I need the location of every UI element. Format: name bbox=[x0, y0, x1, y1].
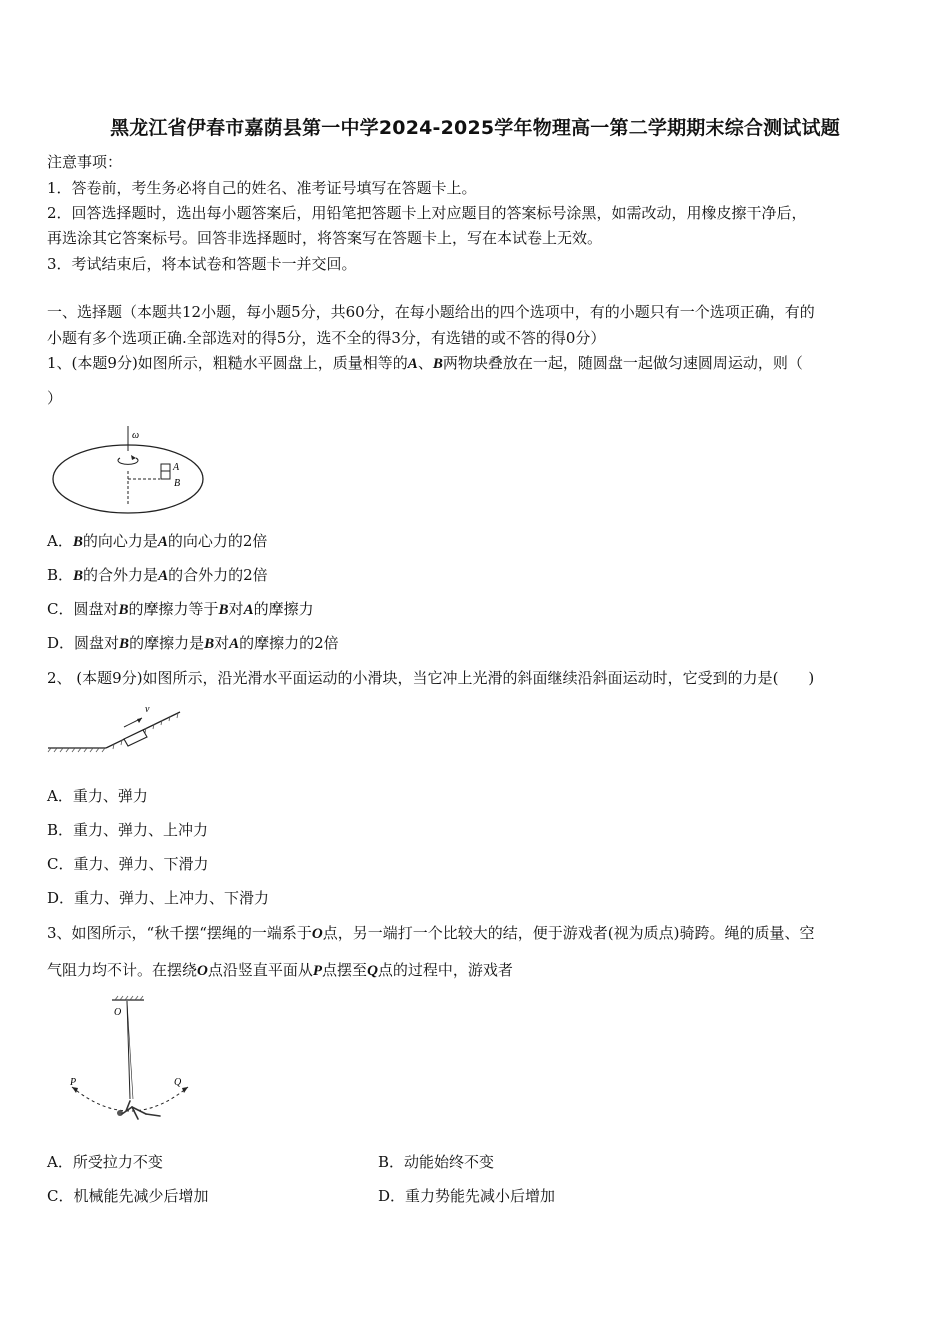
rotation-arrowhead-icon bbox=[131, 455, 136, 460]
ground-hatching bbox=[48, 713, 178, 752]
q1-stem: 1、(本题9分)如图所示，粗糙水平圆盘上，质量相等的A、B两物块叠放在一起，随圆盘一起做匀速圆周运动，则（ bbox=[47, 354, 803, 372]
q3-option-a[interactable]: A．所受拉力不变 bbox=[47, 1153, 163, 1171]
q1-option-d[interactable]: D．圆盘对B的摩擦力是B对A的摩擦力的2倍 bbox=[47, 634, 339, 652]
notice-heading: 注意事项： bbox=[47, 153, 123, 171]
q3-option-c[interactable]: C．机械能先减少后增加 bbox=[47, 1187, 209, 1205]
q3-swing-figure bbox=[60, 995, 210, 1133]
q3-option-b[interactable]: B．动能始终不变 bbox=[378, 1153, 495, 1171]
omega-label: ω bbox=[132, 430, 140, 441]
q2-option-b[interactable]: B．重力、弹力、上冲力 bbox=[47, 821, 209, 839]
pivot-label-o: O bbox=[114, 1007, 122, 1018]
point-label-q: Q bbox=[174, 1077, 182, 1088]
label-b: B bbox=[174, 478, 181, 489]
q2-option-c[interactable]: C．重力、弹力、下滑力 bbox=[47, 855, 209, 873]
q2-stem: 2、 (本题9分)如图所示，沿光滑水平面运动的小滑块，当它冲上光滑的斜面继续沿斜面运动时，它受到的力是( ) bbox=[47, 669, 815, 687]
q2-option-d[interactable]: D．重力、弹力、上冲力、下滑力 bbox=[47, 889, 270, 907]
q1-option-a[interactable]: A．B的向心力是A的向心力的2倍 bbox=[47, 532, 268, 550]
page-title: 黑龙江省伊春市嘉荫县第一中学2024-2025学年物理高一第二学期期末综合测试试题 bbox=[110, 117, 840, 139]
section-heading-line1: 一、选择题（本题共12小题，每小题5分，共60分，在每小题给出的四个选项中，有的小题只有一个选项正确，有的 bbox=[47, 303, 815, 321]
q3-option-d[interactable]: D．重力势能先减小后增加 bbox=[378, 1187, 556, 1205]
notice-item-1: 1．答卷前，考生务必将自己的姓名、准考证号填写在答题卡上。 bbox=[47, 179, 477, 197]
velocity-arrowhead-icon bbox=[137, 718, 142, 723]
q1-option-b[interactable]: B．B的合外力是A的合外力的2倍 bbox=[47, 566, 268, 584]
rider-figure-icon bbox=[117, 1101, 160, 1119]
q3-stem-line2: 气阻力均不计。在摆绕O点沿竖直平面从P点摆至Q点的过程中，游戏者 bbox=[47, 961, 513, 979]
block-a bbox=[161, 464, 170, 471]
q1-stem-close: ） bbox=[47, 389, 63, 407]
notice-item-2: 2．回答选择题时，选出每小题答案后，用铅笔把答题卡上对应题目的答案标号涂黑，如需改动，用橡皮擦干净后， bbox=[47, 204, 807, 222]
rotation-arrow-icon bbox=[118, 458, 138, 464]
section-heading-line2: 小题有多个选项正确.全部选对的得5分，选不全的得3分，有选错的或不答的得0分） bbox=[47, 329, 606, 347]
q2-incline-figure bbox=[46, 698, 186, 756]
notice-item-3: 3．考试结束后，将本试卷和答题卡一并交回。 bbox=[47, 255, 357, 273]
label-a: A bbox=[173, 462, 180, 473]
notice-item-2-cont: 再选涂其它答案标号。回答非选择题时，将答案写在答题卡上，写在本试卷上无效。 bbox=[47, 229, 603, 247]
arc-arrow-right-icon bbox=[182, 1087, 188, 1093]
swing-rope bbox=[127, 1001, 130, 1099]
q2-option-a[interactable]: A．重力、弹力 bbox=[47, 787, 148, 805]
block-b bbox=[161, 471, 170, 479]
q1-rotating-disk-figure bbox=[50, 424, 210, 520]
slider-block bbox=[124, 730, 147, 746]
q3-stem-line1: 3、如图所示，“秋千摆“摆绳的一端系于O点，另一端打一个比较大的结，便于游戏者(视为质点)骑跨。绳的质量、空 bbox=[47, 924, 815, 942]
point-label-p: P bbox=[70, 1077, 77, 1088]
q1-option-c[interactable]: C．圆盘对B的摩擦力等于B对A的摩擦力 bbox=[47, 600, 314, 618]
velocity-label: v bbox=[145, 704, 150, 715]
